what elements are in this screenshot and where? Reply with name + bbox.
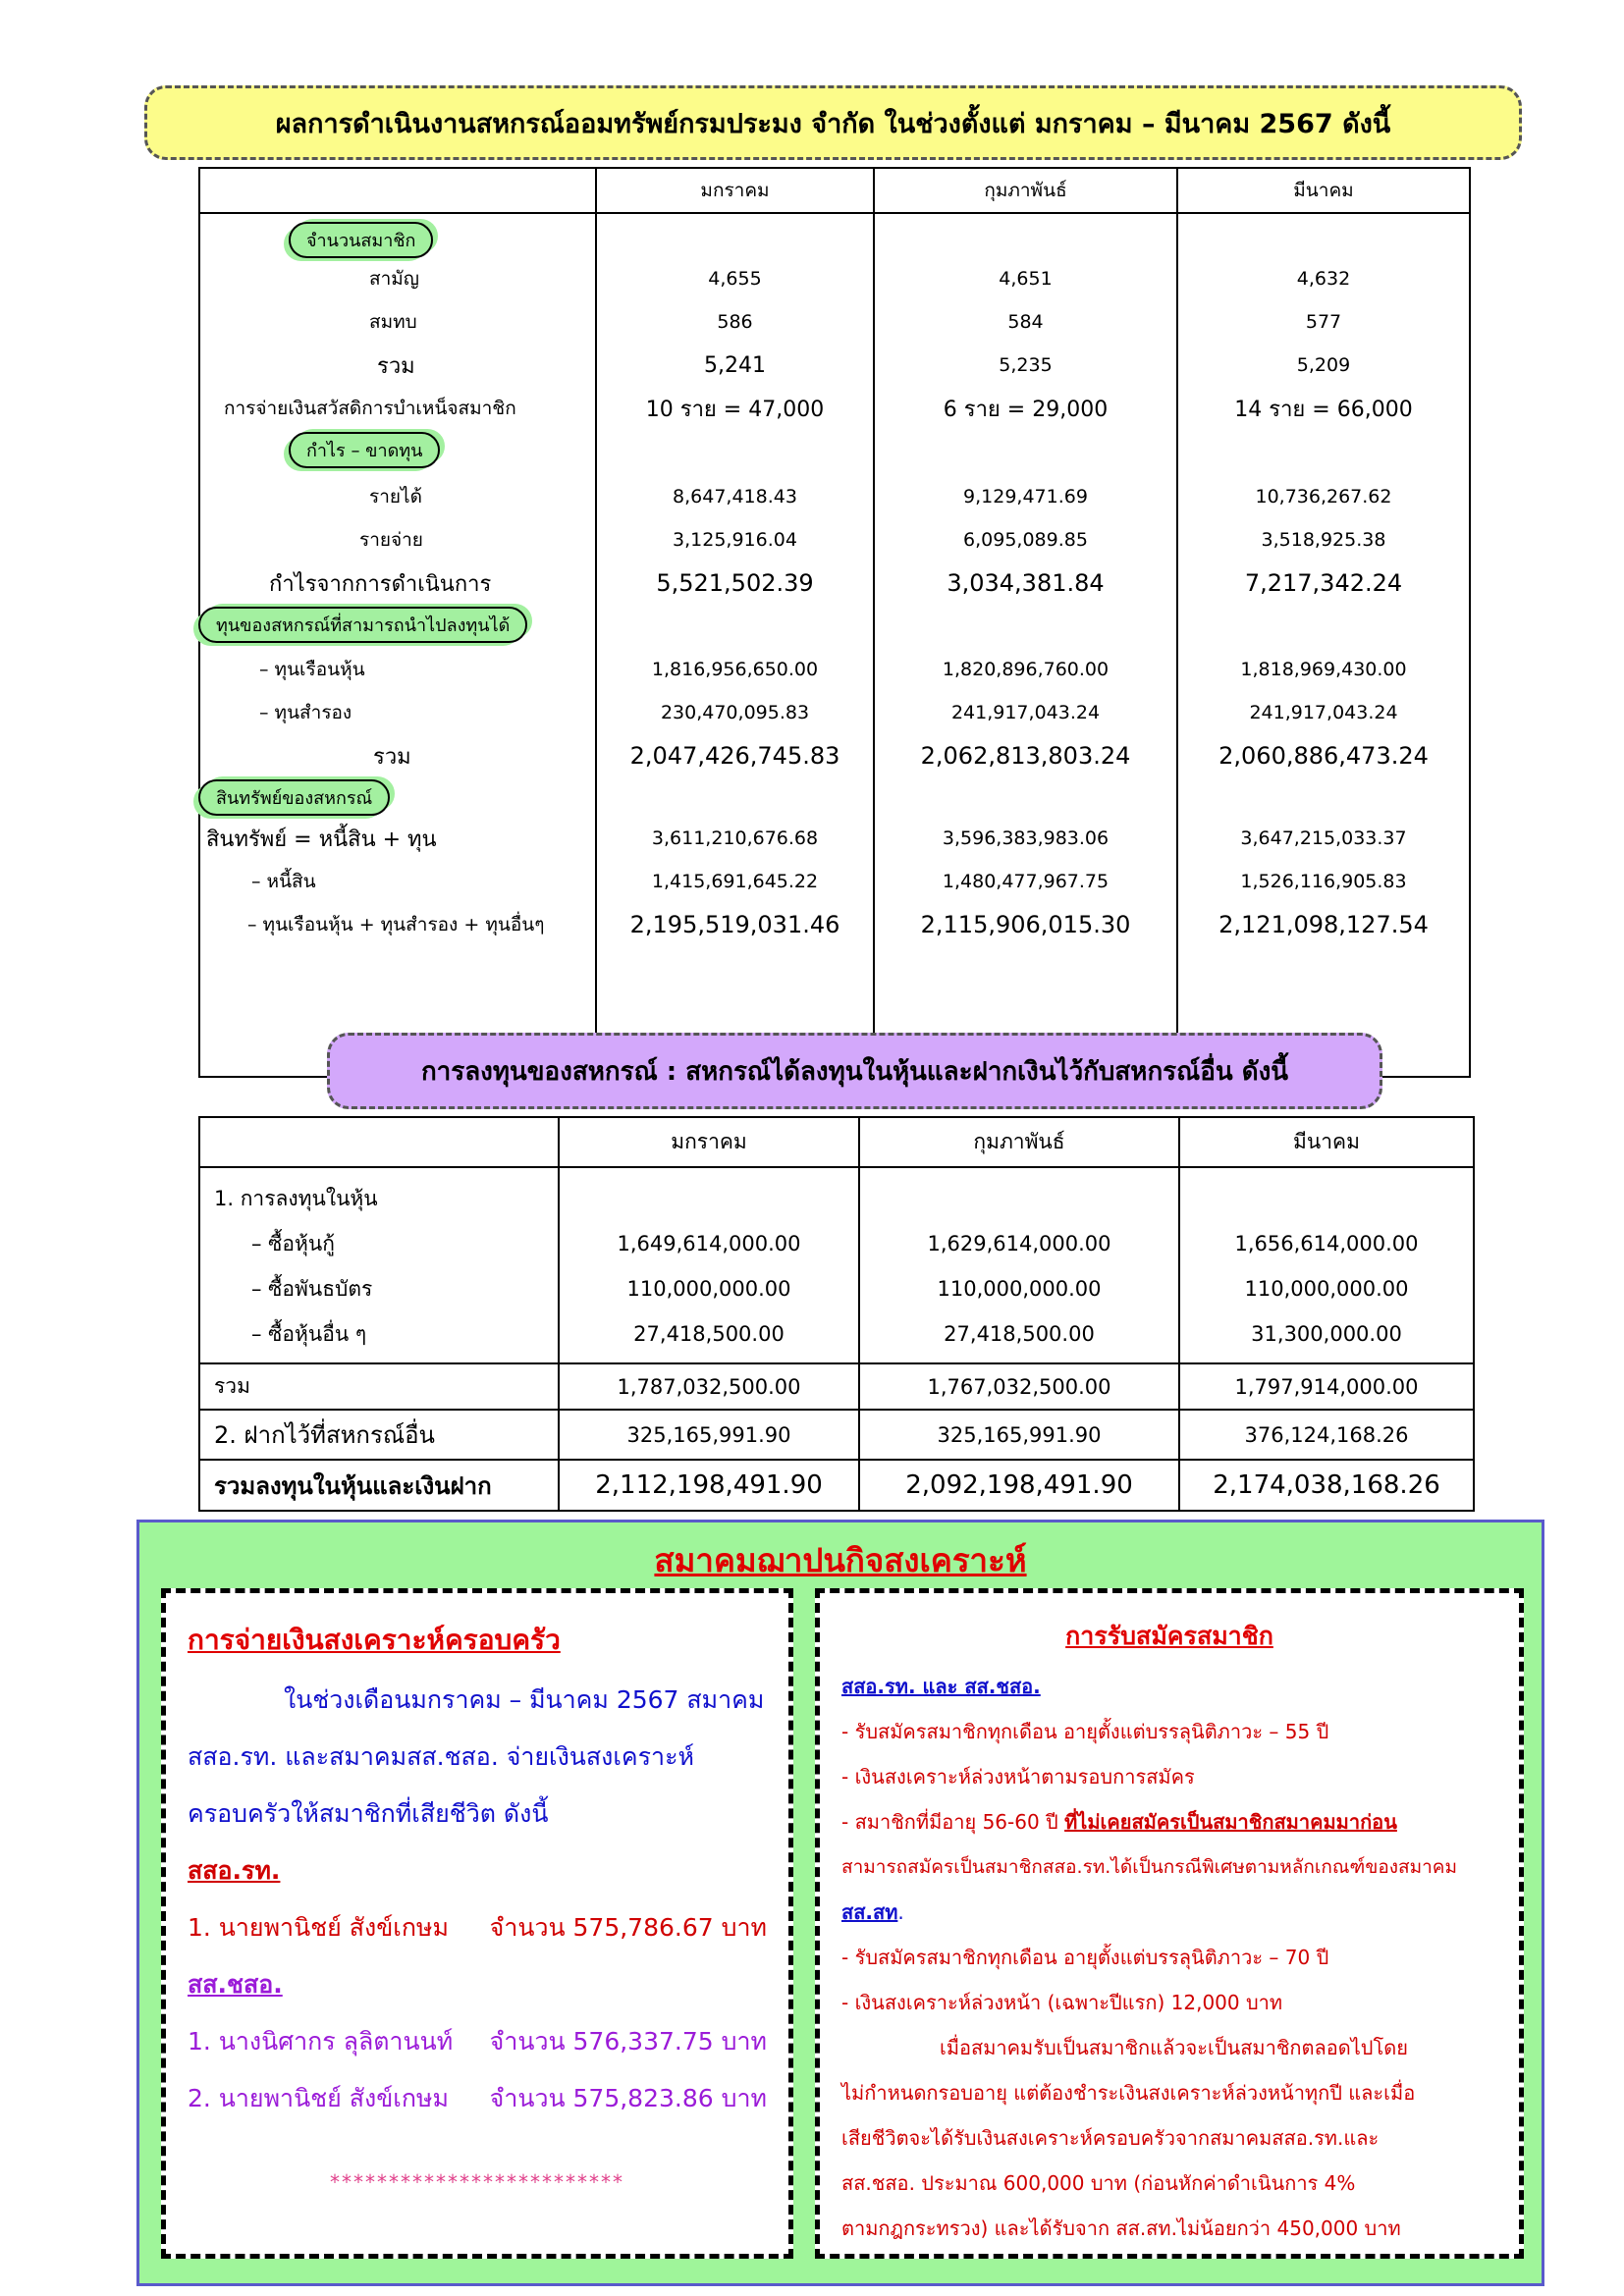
capital-total-3: 2,060,886,473.24 bbox=[1218, 742, 1429, 770]
payout-2-name: 1. นางนิศากร ลุลิตานนท์ bbox=[188, 2027, 454, 2056]
inv-header-month-1: มกราคม bbox=[559, 1117, 859, 1167]
expense-2: 6,095,089.85 bbox=[963, 529, 1088, 551]
group-sschso: สส.ชสอ. bbox=[188, 1970, 283, 1999]
note-p2: ไม่กำหนดกรอบอายุ แต่ต้องชำระเงินสงเคราะห์ล่วงหน้าทุกปี และเมื่อ bbox=[841, 2081, 1416, 2105]
investment-banner bbox=[327, 1033, 1382, 1109]
expense-label: รายจ่าย bbox=[359, 529, 423, 551]
family-aid-p2: สสอ.รท. และสมาคมสส.ชสอ. จ่ายเงินสงเคราะห์ bbox=[188, 1742, 695, 1771]
inv-loan-2: 1,629,614,000.00 bbox=[927, 1232, 1111, 1255]
investment-banner-text: การลงทุนของสหกรณ์ : สหกรณ์ได้ลงทุนในหุ้นและฝากเงินไว้กับสหกรณ์อื่น ดังนี้ bbox=[420, 1056, 1289, 1087]
inv-grand-3: 2,174,038,168.26 bbox=[1179, 1460, 1474, 1511]
members-total-1: 5,241 bbox=[704, 352, 766, 378]
membership-box bbox=[815, 1588, 1524, 2259]
inv-deposit-3: 376,124,168.26 bbox=[1179, 1410, 1474, 1460]
inv-col-1 bbox=[559, 1167, 859, 1363]
reserve-2: 241,917,043.24 bbox=[950, 702, 1101, 723]
s1-line-c-pre: - สมาชิกที่มีอายุ 56-60 ปี bbox=[841, 1810, 1065, 1834]
capital-cloud: ทุนของสหกรณ์ที่สามารถนำไปลงทุนได้ bbox=[198, 607, 527, 643]
assets-label: สินทรัพย์ = หนี้สิน + ทุน bbox=[206, 827, 437, 852]
section-ssst-dot: . bbox=[897, 1900, 904, 1924]
assets-3: 3,647,215,033.37 bbox=[1240, 828, 1407, 849]
associate-2: 584 bbox=[1007, 311, 1044, 333]
expense-3: 3,518,925.38 bbox=[1261, 529, 1386, 551]
members-total-2: 5,235 bbox=[999, 354, 1053, 376]
performance-col-2 bbox=[874, 213, 1177, 1077]
op-profit-3: 7,217,342.24 bbox=[1244, 569, 1403, 597]
performance-header-row bbox=[199, 168, 1470, 213]
inv-grand-row bbox=[199, 1460, 1474, 1511]
inv-other-3: 31,300,000.00 bbox=[1251, 1322, 1402, 1346]
group-ssortt: สสอ.รท. bbox=[188, 1856, 281, 1885]
s1-line-c bbox=[841, 1799, 1497, 1844]
share-label: – ทุนเรือนหุ้น bbox=[259, 659, 365, 680]
performance-col-3 bbox=[1177, 213, 1470, 1077]
pension-3: 14 ราย = 66,000 bbox=[1234, 397, 1413, 422]
performance-banner bbox=[144, 85, 1522, 160]
payout-1-amount: จำนวน 575,786.67 บาท bbox=[489, 1913, 767, 1942]
inv-deposit-1: 325,165,991.90 bbox=[559, 1410, 859, 1460]
payout-3-amount: จำนวน 575,823.86 บาท bbox=[489, 2084, 767, 2112]
inv-other-label: – ซื้อหุ้นอื่น ๆ bbox=[251, 1322, 367, 1346]
share-1: 1,816,956,650.00 bbox=[651, 659, 819, 680]
inv-loan-1: 1,649,614,000.00 bbox=[617, 1232, 801, 1255]
equity-1: 2,195,519,031.46 bbox=[629, 911, 840, 938]
payout-row-1 bbox=[188, 1899, 767, 1956]
reserve-1: 230,470,095.83 bbox=[660, 702, 810, 723]
liab-label: – หนี้สิน bbox=[251, 871, 316, 892]
payout-row-2 bbox=[188, 2013, 767, 2070]
op-profit-1: 5,521,502.39 bbox=[656, 569, 814, 597]
s1-line-b: - เงินสงเคราะห์ล่วงหน้าตามรอบการสมัคร bbox=[841, 1765, 1195, 1789]
note-p4: สส.ชสอ. ประมาณ 600,000 บาท (ก่อนหักค่าดำเนินการ 4% bbox=[841, 2171, 1356, 2195]
header-month-1: มกราคม bbox=[596, 168, 874, 213]
inv-header-blank bbox=[199, 1117, 559, 1167]
reserve-label: – ทุนสำรอง bbox=[259, 702, 352, 723]
header-month-2: กุมภาพันธ์ bbox=[874, 168, 1177, 213]
regular-label: สามัญ bbox=[369, 268, 419, 290]
inv-loan-label: – ซื้อหุ้นกู้ bbox=[251, 1232, 335, 1255]
inv-sum-2: 1,767,032,500.00 bbox=[859, 1363, 1179, 1410]
payout-1-name: 1. นายพานิชย์ สังข์เกษม bbox=[188, 1913, 449, 1942]
inv-loan-3: 1,656,614,000.00 bbox=[1234, 1232, 1419, 1255]
pension-label: การจ่ายเงินสวัสดิการบำเหน็จสมาชิก bbox=[224, 398, 516, 419]
investment-table bbox=[198, 1116, 1475, 1512]
inv-grand-1: 2,112,198,491.90 bbox=[559, 1460, 859, 1511]
equity-2: 2,115,906,015.30 bbox=[920, 911, 1131, 938]
membership-heading: การรับสมัครสมาชิก bbox=[1065, 1622, 1273, 1650]
members-cloud: จำนวนสมาชิก bbox=[289, 222, 433, 258]
assets-2: 3,596,383,983.06 bbox=[942, 828, 1110, 849]
inv-sum-3: 1,797,914,000.00 bbox=[1179, 1363, 1474, 1410]
liab-2: 1,480,477,967.75 bbox=[942, 871, 1110, 892]
income-1: 8,647,418.43 bbox=[673, 486, 797, 507]
regular-3: 4,632 bbox=[1296, 268, 1351, 290]
section-ssst: สส.สท bbox=[841, 1900, 898, 1924]
performance-col-1 bbox=[596, 213, 874, 1077]
payout-3-name: 2. นายพานิชย์ สังข์เกษม bbox=[188, 2084, 449, 2112]
op-profit-label: กำไรจากการดำเนินการ bbox=[269, 571, 492, 597]
inv-sum-label: รวม bbox=[199, 1363, 559, 1410]
assets-1: 3,611,210,676.68 bbox=[651, 828, 819, 849]
assets-cloud: สินทรัพย์ของสหกรณ์ bbox=[198, 779, 390, 816]
family-aid-box bbox=[161, 1588, 793, 2259]
header-month-3: มีนาคม bbox=[1177, 168, 1470, 213]
investment-header-row bbox=[199, 1117, 1474, 1167]
capital-total-2: 2,062,813,803.24 bbox=[920, 742, 1131, 770]
inv-deposit-row bbox=[199, 1410, 1474, 1460]
capital-total-label: รวม bbox=[373, 744, 411, 770]
pension-1: 10 ราย = 47,000 bbox=[645, 397, 825, 422]
expense-1: 3,125,916.04 bbox=[673, 529, 797, 551]
inv-grand-2: 2,092,198,491.90 bbox=[859, 1460, 1179, 1511]
s1-line-a: - รับสมัครสมาชิกทุกเดือน อายุตั้งแต่บรรลุนิติภาวะ – 55 ปี bbox=[841, 1720, 1329, 1743]
associate-1: 586 bbox=[717, 311, 753, 333]
inv-bond-3: 110,000,000.00 bbox=[1244, 1277, 1409, 1301]
share-2: 1,820,896,760.00 bbox=[942, 659, 1110, 680]
inv-other-2: 27,418,500.00 bbox=[944, 1322, 1095, 1346]
header-blank bbox=[199, 168, 596, 213]
inv-header-month-3: มีนาคม bbox=[1179, 1117, 1474, 1167]
equity-3: 2,121,098,127.54 bbox=[1218, 911, 1429, 938]
income-3: 10,736,267.62 bbox=[1255, 486, 1392, 507]
pension-2: 6 ราย = 29,000 bbox=[943, 397, 1109, 422]
stars-divider: ************************* bbox=[330, 2170, 624, 2194]
family-aid-p3: ครอบครัวให้สมาชิกที่เสียชีวิต ดังนี้ bbox=[188, 1799, 549, 1828]
income-2: 9,129,471.69 bbox=[963, 486, 1088, 507]
inv-sum-1: 1,787,032,500.00 bbox=[559, 1363, 859, 1410]
s2-line-a: - รับสมัครสมาชิกทุกเดือน อายุตั้งแต่บรรลุนิติภาวะ – 70 ปี bbox=[841, 1946, 1329, 1969]
association-title: สมาคมฌาปนกิจสงเคราะห์ bbox=[654, 1541, 1027, 1579]
liab-3: 1,526,116,905.83 bbox=[1240, 871, 1407, 892]
note-p5: ตามกฎกระทรวง) และได้รับจาก สส.สท.ไม่น้อยกว่า 450,000 บาท bbox=[841, 2216, 1401, 2240]
performance-labels bbox=[199, 213, 596, 1077]
associate-3: 577 bbox=[1305, 311, 1342, 333]
section-ssst-row bbox=[841, 1890, 1497, 1935]
association-panel bbox=[136, 1520, 1544, 2286]
inv-deposit-2: 325,165,991.90 bbox=[859, 1410, 1179, 1460]
regular-2: 4,651 bbox=[999, 268, 1053, 290]
inv-header-month-2: กุมภาพันธ์ bbox=[859, 1117, 1179, 1167]
inv-sum-row bbox=[199, 1363, 1474, 1410]
s1-line-d: สามารถสมัครเป็นสมาชิกสสอ.รท.ได้เป็นกรณีพิเศษตามหลักเกณฑ์ของสมาคม bbox=[841, 1856, 1458, 1878]
inv-bond-2: 110,000,000.00 bbox=[937, 1277, 1102, 1301]
inv-col-3 bbox=[1179, 1167, 1474, 1363]
members-total-label: รวม bbox=[377, 353, 415, 379]
note-p1: เมื่อสมาคมรับเป็นสมาชิกแล้วจะเป็นสมาชิกตลอดไปโดย bbox=[940, 2036, 1408, 2059]
regular-1: 4,655 bbox=[708, 268, 762, 290]
payout-2-amount: จำนวน 576,337.75 บาท bbox=[489, 2027, 767, 2056]
liab-1: 1,415,691,645.22 bbox=[651, 871, 819, 892]
performance-table bbox=[198, 167, 1471, 1078]
s2-line-b: - เงินสงเคราะห์ล่วงหน้า (เฉพาะปีแรก) 12,000 บาท bbox=[841, 1991, 1283, 2014]
family-aid-p1: ในช่วงเดือนมกราคม – มีนาคม 2567 สมาคม bbox=[284, 1685, 765, 1714]
family-aid-heading: การจ่ายเงินสงเคราะห์ครอบครัว bbox=[188, 1624, 561, 1656]
profit-cloud: กำไร – ขาดทุน bbox=[289, 432, 440, 468]
equity-label: – ทุนเรือนหุ้น + ทุนสำรอง + ทุนอื่นๆ bbox=[247, 914, 545, 935]
op-profit-2: 3,034,381.84 bbox=[947, 569, 1105, 597]
share-3: 1,818,969,430.00 bbox=[1240, 659, 1407, 680]
s1-line-c-emph: ที่ไม่เคยสมัครเป็นสมาชิกสมาคมมาก่อน bbox=[1064, 1810, 1397, 1834]
inv-deposit-label: 2. ฝากไว้ที่สหกรณ์อื่น bbox=[199, 1410, 559, 1460]
inv-col-2 bbox=[859, 1167, 1179, 1363]
inv-bond-label: – ซื้อพันธบัตร bbox=[251, 1277, 373, 1301]
inv-shares-row bbox=[199, 1167, 1474, 1363]
income-label: รายได้ bbox=[369, 486, 422, 507]
reserve-3: 241,917,043.24 bbox=[1249, 702, 1398, 723]
note-p3: เสียชีวิตจะได้รับเงินสงเคราะห์ครอบครัวจากสมาคมสสอ.รท.และ bbox=[841, 2126, 1380, 2150]
members-total-3: 5,209 bbox=[1296, 354, 1351, 376]
inv-shares-labels bbox=[199, 1167, 559, 1363]
inv-grand-label: รวมลงทุนในหุ้นและเงินฝาก bbox=[199, 1460, 559, 1511]
capital-total-1: 2,047,426,745.83 bbox=[629, 742, 840, 770]
inv-other-1: 27,418,500.00 bbox=[633, 1322, 785, 1346]
payout-row-3 bbox=[188, 2070, 767, 2127]
performance-banner-text: ผลการดำเนินงานสหกรณ์ออมทรัพย์กรมประมง จำกัด ในช่วงตั้งแต่ มกราคม – มีนาคม 2567 ดังนี้ bbox=[275, 108, 1391, 139]
associate-label: สมทบ bbox=[369, 311, 417, 333]
inv-h1: 1. การลงทุนในหุ้น bbox=[214, 1187, 378, 1210]
section-ssortt-sschso: สสอ.รท. และ สส.ชสอ. bbox=[841, 1675, 1041, 1698]
inv-bond-1: 110,000,000.00 bbox=[626, 1277, 791, 1301]
